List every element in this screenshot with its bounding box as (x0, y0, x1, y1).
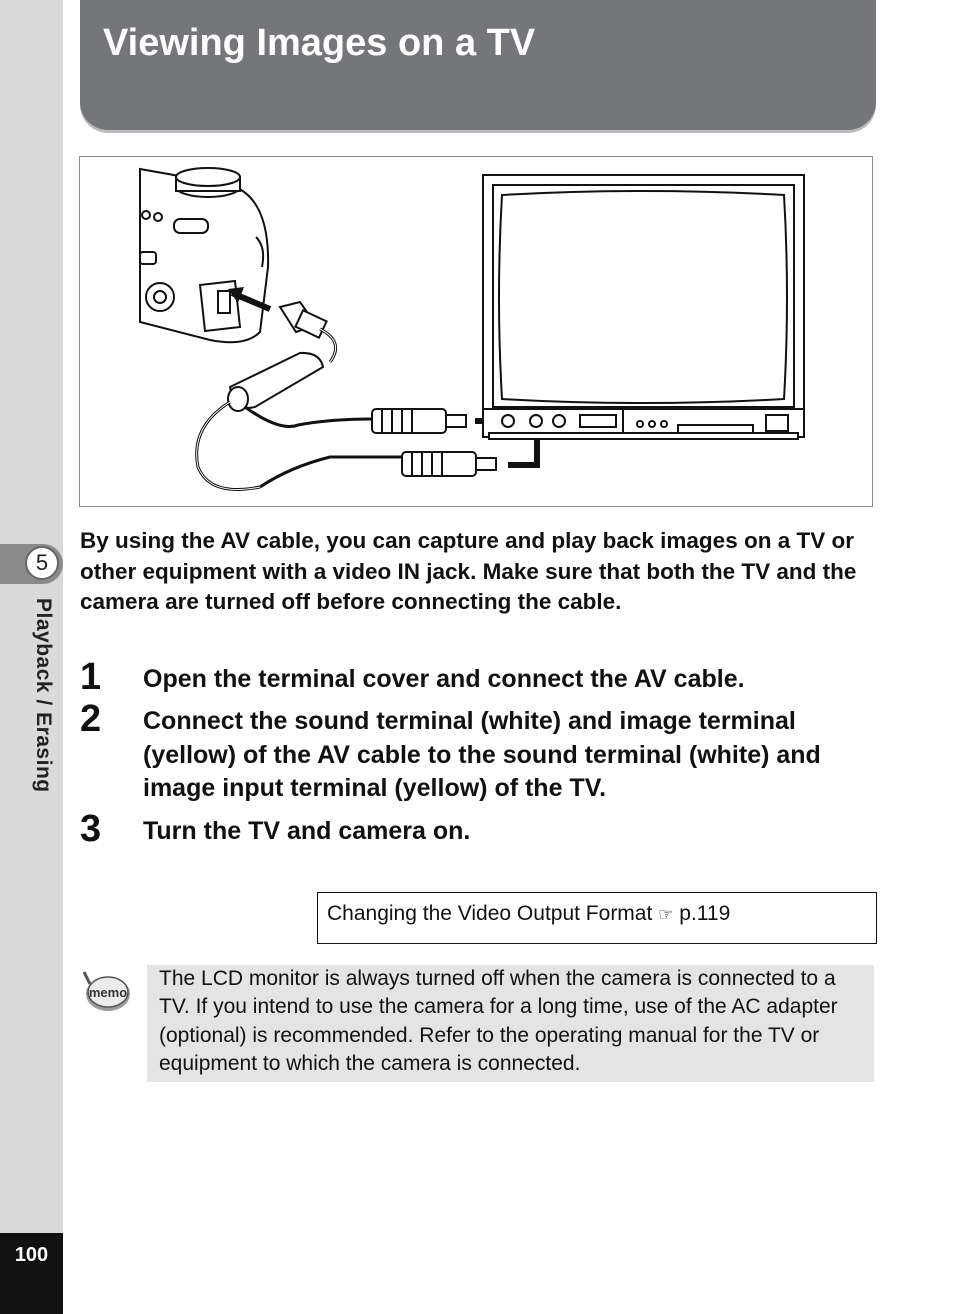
camera-illustration (140, 168, 268, 342)
title-bar (80, 0, 876, 130)
rca-plug-white (372, 409, 466, 433)
rca-plug-yellow (402, 452, 496, 476)
page-title: Viewing Images on a TV (103, 22, 536, 64)
tv-illustration (483, 175, 804, 439)
ferrite-core (228, 353, 323, 411)
step-3-text: Turn the TV and camera on. (143, 817, 471, 845)
reference-box (317, 892, 877, 944)
reference-text: Changing the Video Output Format (327, 902, 653, 925)
step-2-number: 2 (80, 698, 102, 740)
intro-paragraph: By using the AV cable, you can capture and play back images on a TV or other equipment with a video IN jack. Make sure that both the TV and the camera are turned off before connecting the cable. (80, 528, 857, 614)
step-3-number: 3 (80, 808, 102, 850)
av-mini-plug (280, 302, 327, 338)
memo-icon (81, 968, 131, 1014)
step-1-text: Open the terminal cover and connect the AV cable. (143, 665, 745, 693)
step-2-text: Connect the sound terminal (white) and image terminal (yellow) of the AV cable to the sound terminal (white) and image input terminal (yellow) of the TV. (143, 707, 821, 802)
step-1-number: 1 (80, 656, 102, 698)
memo-box (147, 965, 874, 1082)
memo-text: The LCD monitor is always turned off when the camera is connected to a TV. If you intend to use the camera for a long time, use of the AC adapter (optional) is recommended. Refer to the operating manual for the TV or equipment to which the camera is connected. (159, 967, 838, 1075)
chapter-number: 5 (25, 546, 59, 580)
reference-page[interactable]: p.119 (679, 902, 731, 925)
camera-tv-connection-illustration (80, 157, 872, 506)
page-number: 100 (14, 1244, 49, 1266)
pointing-hand-icon: ☞ (658, 905, 674, 924)
chapter-title: Playback / Erasing (32, 598, 55, 793)
illustration-frame (79, 156, 873, 507)
memo-icon-label: memo (88, 985, 128, 1000)
